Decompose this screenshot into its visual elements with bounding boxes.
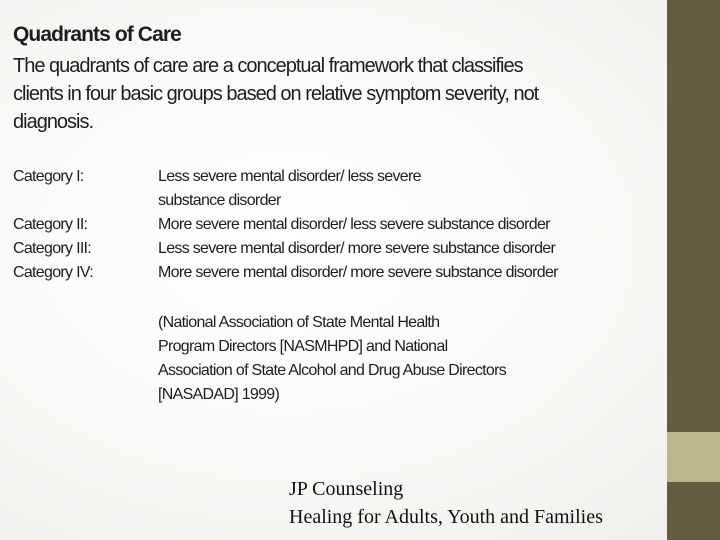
category-4-description	[158, 261, 558, 285]
category-3-label: Category III:	[13, 240, 92, 257]
category-1-description	[158, 165, 421, 213]
footer-branding	[289, 475, 603, 531]
category-4-label: Category IV:	[13, 264, 93, 281]
sidebar-dark-top	[667, 0, 720, 432]
description-line: More severe mental disorder/ more severe substance disorder	[158, 264, 558, 281]
citation	[158, 311, 506, 407]
category-2-description	[158, 213, 550, 237]
citation-line: [NASADAD] 1999)	[158, 386, 280, 403]
sidebar-accent-block	[667, 432, 720, 482]
footer-company: JP Counseling	[289, 478, 404, 500]
category-2-label: Category II:	[13, 216, 88, 233]
category-3-description	[158, 237, 555, 261]
category-1-label: Category I:	[13, 168, 84, 185]
description-line: substance disorder	[158, 192, 281, 209]
intro-line: diagnosis.	[13, 111, 94, 133]
intro-paragraph	[13, 52, 653, 136]
slide-title: Quadrants of Care	[13, 23, 181, 46]
footer-tagline: Healing for Adults, Youth and Families	[289, 506, 603, 528]
description-line: Less severe mental disorder/ more severe substance disorder	[158, 240, 556, 257]
intro-line: The quadrants of care are a conceptual framework that classifies	[13, 55, 523, 77]
intro-line: clients in four basic groups based on relative symptom severity, not	[13, 83, 539, 105]
citation-line: Program Directors [NASMHPD] and National	[158, 338, 448, 355]
sidebar-dark-bottom	[667, 482, 720, 540]
citation-line: Association of State Alcohol and Drug Abuse Directors	[158, 362, 507, 379]
citation-line: (National Association of State Mental Health	[158, 314, 440, 331]
description-line: Less severe mental disorder/ less severe	[158, 168, 421, 185]
description-line: More severe mental disorder/ less severe substance disorder	[158, 216, 550, 233]
